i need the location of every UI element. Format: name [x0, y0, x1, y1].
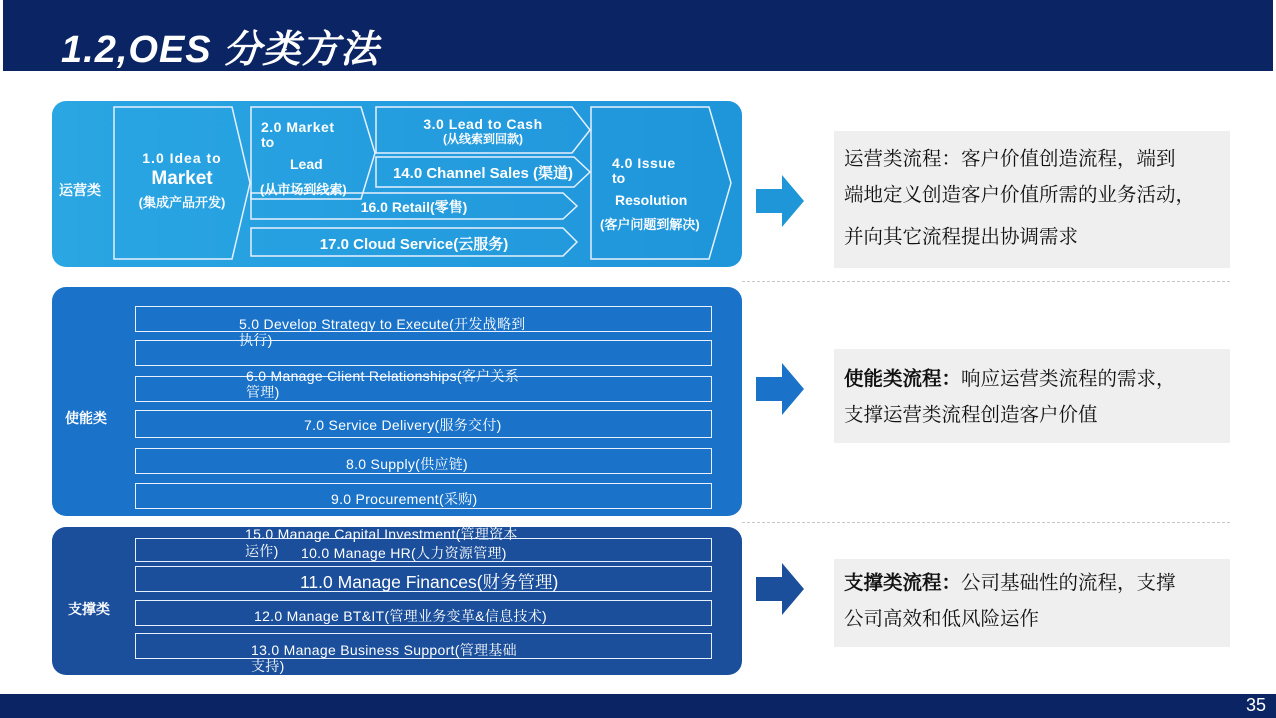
process-6-manage-client-relationships: [135, 368, 712, 402]
process-7-label: 7.0 Service Delivery(服务交付): [304, 417, 502, 433]
process-8-supply: [135, 448, 712, 474]
support-desc-line1: 公司基础性的流程，支撑: [961, 572, 1176, 594]
support-desc-line2: 公司高效和低风险运作: [844, 608, 1040, 630]
process-16-retail: [251, 193, 577, 219]
support-desc-heading: 支撑类流程：: [844, 572, 962, 594]
process-14-channel-sales: [376, 157, 590, 187]
operations-label: 运营类: [59, 182, 101, 198]
process-12-manage-bt-it: [135, 600, 712, 626]
enabling-desc-line2: 支撑运营类流程创造客户价值: [844, 404, 1098, 426]
page-title: 1.2,OES 分类方法: [61, 29, 380, 71]
operations-desc-line3: 并向其它流程提出协调需求: [844, 226, 1079, 248]
enabling-desc-heading: 使能类流程：: [844, 368, 962, 390]
process-13-line2: 支持): [251, 658, 285, 674]
enabling-label: 使能类: [65, 410, 107, 426]
process-2-line2: to: [261, 134, 275, 150]
enabling-description: [834, 349, 1230, 443]
divider-line: [742, 281, 1230, 282]
divider-line: [742, 522, 1230, 523]
process-5-line1: 5.0 Develop Strategy to Execute(开发战略到: [239, 316, 526, 332]
process-6-line1: 6.0 Manage Client Relationships(客户关系: [246, 368, 520, 384]
process-4-line4: (客户问题到解决): [600, 217, 700, 232]
process-6-line2: 管理): [246, 384, 280, 400]
process-11-label: 11.0 Manage Finances(财务管理): [300, 572, 559, 592]
process-15-line1: 15.0 Manage Capital Investment(管理资本: [245, 526, 518, 542]
process-3-line2: (从线索到回款): [443, 132, 523, 146]
process-2-market-to-lead: [251, 107, 375, 199]
support-description: [834, 559, 1230, 647]
process-empty-bar: [135, 340, 712, 366]
support-label: 支撑类: [68, 601, 110, 617]
process-5-develop-strategy: [135, 306, 712, 348]
operations-desc-line1: 运营类流程：客户价值创造流程，端到: [844, 148, 1176, 170]
process-2-line4: (从市场到线索): [260, 182, 347, 197]
operations-description: [834, 131, 1230, 268]
process-2-line3: Lead: [290, 156, 323, 172]
title-bar: [3, 0, 1273, 71]
process-16-label: 16.0 Retail(零售): [360, 199, 468, 215]
process-10-label: 10.0 Manage HR(人力资源管理): [301, 545, 507, 561]
process-4-issue-to-resolution: [591, 107, 731, 259]
footer-bar: [0, 694, 1276, 718]
process-13-manage-business-support: [135, 633, 712, 674]
process-17-cloud-service: [251, 228, 577, 256]
process-5-line2: 执行): [239, 332, 273, 348]
process-13-line1: 13.0 Manage Business Support(管理基础: [251, 642, 517, 658]
page-number: 35: [1245, 695, 1266, 715]
process-11-manage-finances: [135, 566, 712, 592]
process-12-label: 12.0 Manage BT&IT(管理业务变革&信息技术): [254, 608, 547, 624]
process-14-label: 14.0 Channel Sales (渠道): [392, 165, 574, 182]
process-1-idea-to-market: [114, 107, 250, 259]
enabling-desc-line1: 响应运营类流程的需求，: [961, 368, 1176, 390]
process-17-label: 17.0 Cloud Service(云服务): [319, 236, 509, 253]
right-arrow-icon: [756, 563, 806, 615]
process-4-line2: to: [612, 170, 626, 186]
process-1-line2: Market: [151, 168, 213, 189]
process-2-line1: 2.0 Market: [261, 119, 335, 135]
process-4-line3: Resolution: [615, 192, 688, 208]
process-15-line2: 运作): [245, 543, 279, 559]
operations-desc-line2: 端地定义创造客户价值所需的业务活动，: [844, 184, 1196, 206]
process-8-label: 8.0 Supply(供应链): [346, 456, 468, 472]
process-9-label: 9.0 Procurement(采购): [331, 491, 478, 507]
process-3-line1: 3.0 Lead to Cash: [423, 116, 543, 132]
process-7-service-delivery: [135, 410, 712, 438]
process-9-procurement: [135, 483, 712, 509]
process-10-manage-hr: [135, 538, 712, 562]
process-1-line3: (集成产品开发): [138, 195, 226, 210]
right-arrow-icon: [756, 363, 806, 415]
process-4-line1: 4.0 Issue: [612, 155, 676, 171]
process-1-line1: 1.0 Idea to: [142, 150, 222, 166]
process-3-lead-to-cash: [376, 107, 590, 153]
right-arrow-icon: [756, 175, 806, 227]
